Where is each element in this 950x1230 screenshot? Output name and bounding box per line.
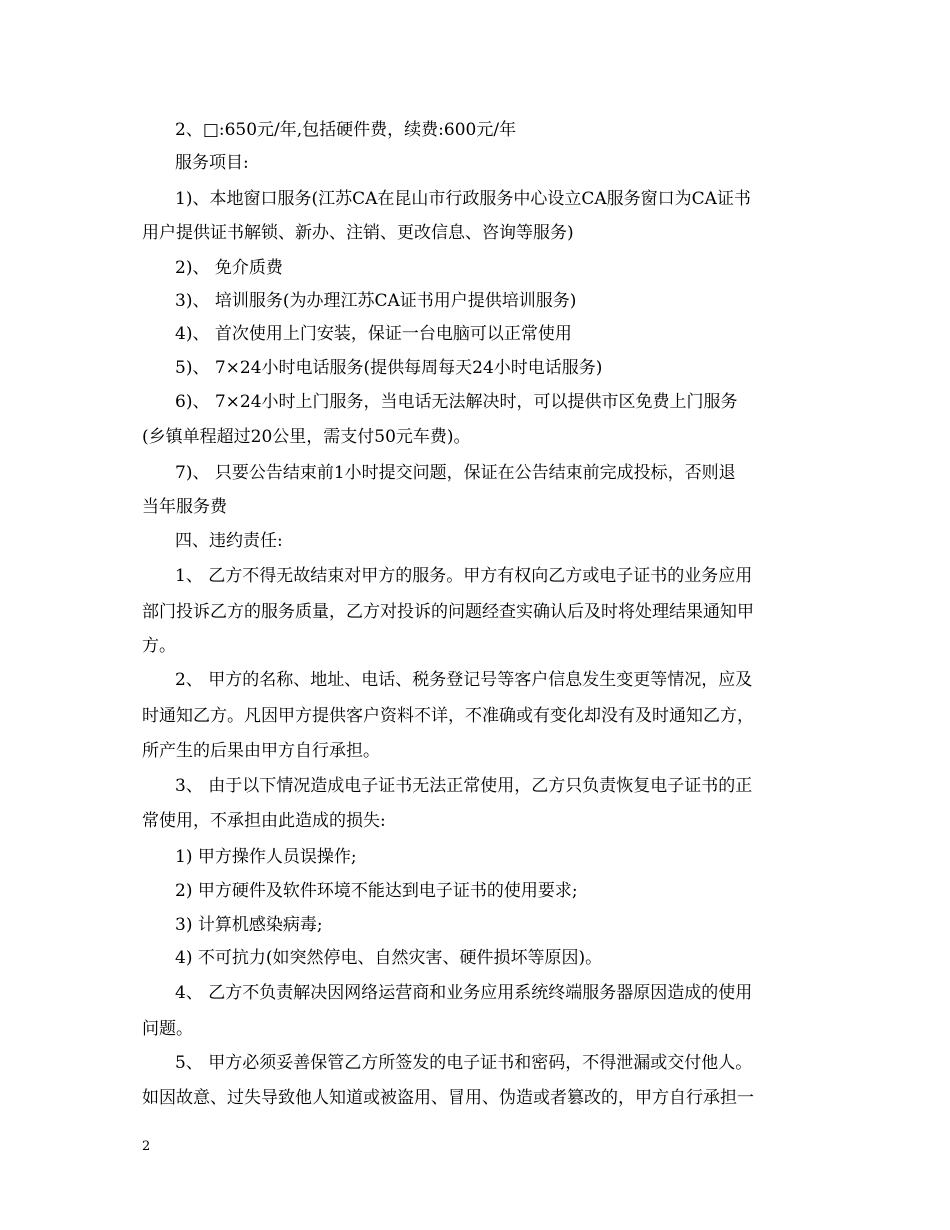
- text-line: 时通知乙方。凡因甲方提供客户资料不详，不准确或有变化却没有及时通知乙方，: [142, 706, 754, 726]
- text-line: 当年服务费: [142, 497, 227, 517]
- text-line: 如因故意、过失导致他人知道或被盗用、冒用、伪造或者篡改的，甲方自行承担一: [142, 1088, 754, 1108]
- text-line: 服务项目:: [175, 153, 249, 173]
- text-line: 2、□:650元/年,包括硬件费，续费:600元/年: [175, 120, 517, 140]
- text-line: 部门投诉乙方的服务质量，乙方对投诉的问题经查实确认后及时将处理结果通知甲: [142, 602, 754, 622]
- text-line: 用户提供证书解锁、新办、注销、更改信息、咨询等服务): [142, 223, 574, 243]
- text-line: 7)、 只要公告结束前1小时提交问题，保证在公告结束前完成投标，否则退: [175, 463, 736, 483]
- text-line: 四、违约责任:: [175, 531, 283, 551]
- text-line: 2)、 免介质费: [175, 258, 283, 278]
- text-line: 2、 甲方的名称、地址、电话、税务登记号等客户信息发生变更等情况，应及: [175, 670, 753, 690]
- text-line: 常使用，不承担由此造成的损失:: [142, 811, 386, 831]
- text-line: 1) 甲方操作人员误操作;: [175, 847, 357, 867]
- text-line: 方。: [142, 636, 176, 656]
- text-line: 所产生的后果由甲方自行承担。: [142, 741, 380, 761]
- text-line: 4) 不可抗力(如突然停电、自然灾害、硬件损坏等原因)。: [175, 948, 603, 968]
- text-line: (乡镇单程超过20公里，需支付50元车费)。: [142, 427, 471, 447]
- text-line: 3) 计算机感染病毒;: [175, 915, 323, 935]
- text-line: 3)、 培训服务(为办理江苏CA证书用户提供培训服务): [175, 291, 577, 311]
- text-line: 4)、 首次使用上门安装，保证一台电脑可以正常使用: [175, 324, 572, 344]
- text-line: 4、 乙方不负责解决因网络运营商和业务应用系统终端服务器原因造成的使用: [175, 983, 753, 1003]
- text-line: 3、 由于以下情况造成电子证书无法正常使用，乙方只负责恢复电子证书的正: [175, 776, 753, 796]
- text-line: 6)、 7×24小时上门服务，当电话无法解决时，可以提供市区免费上门服务: [175, 392, 738, 412]
- text-line: 1)、本地窗口服务(江苏CA在昆山市行政服务中心设立CA服务窗口为CA证书: [175, 189, 751, 209]
- text-line: 5)、 7×24小时电话服务(提供每周每天24小时电话服务): [175, 358, 603, 378]
- text-line: 1、 乙方不得无故结束对甲方的服务。甲方有权向乙方或电子证书的业务应用: [175, 566, 753, 586]
- page-number: 2: [142, 1139, 151, 1154]
- text-line: 5、 甲方必须妥善保管乙方所签发的电子证书和密码，不得泄漏或交付他人。: [175, 1053, 753, 1073]
- text-line: 问题。: [142, 1019, 193, 1039]
- text-line: 2) 甲方硬件及软件环境不能达到电子证书的使用要求;: [175, 881, 578, 901]
